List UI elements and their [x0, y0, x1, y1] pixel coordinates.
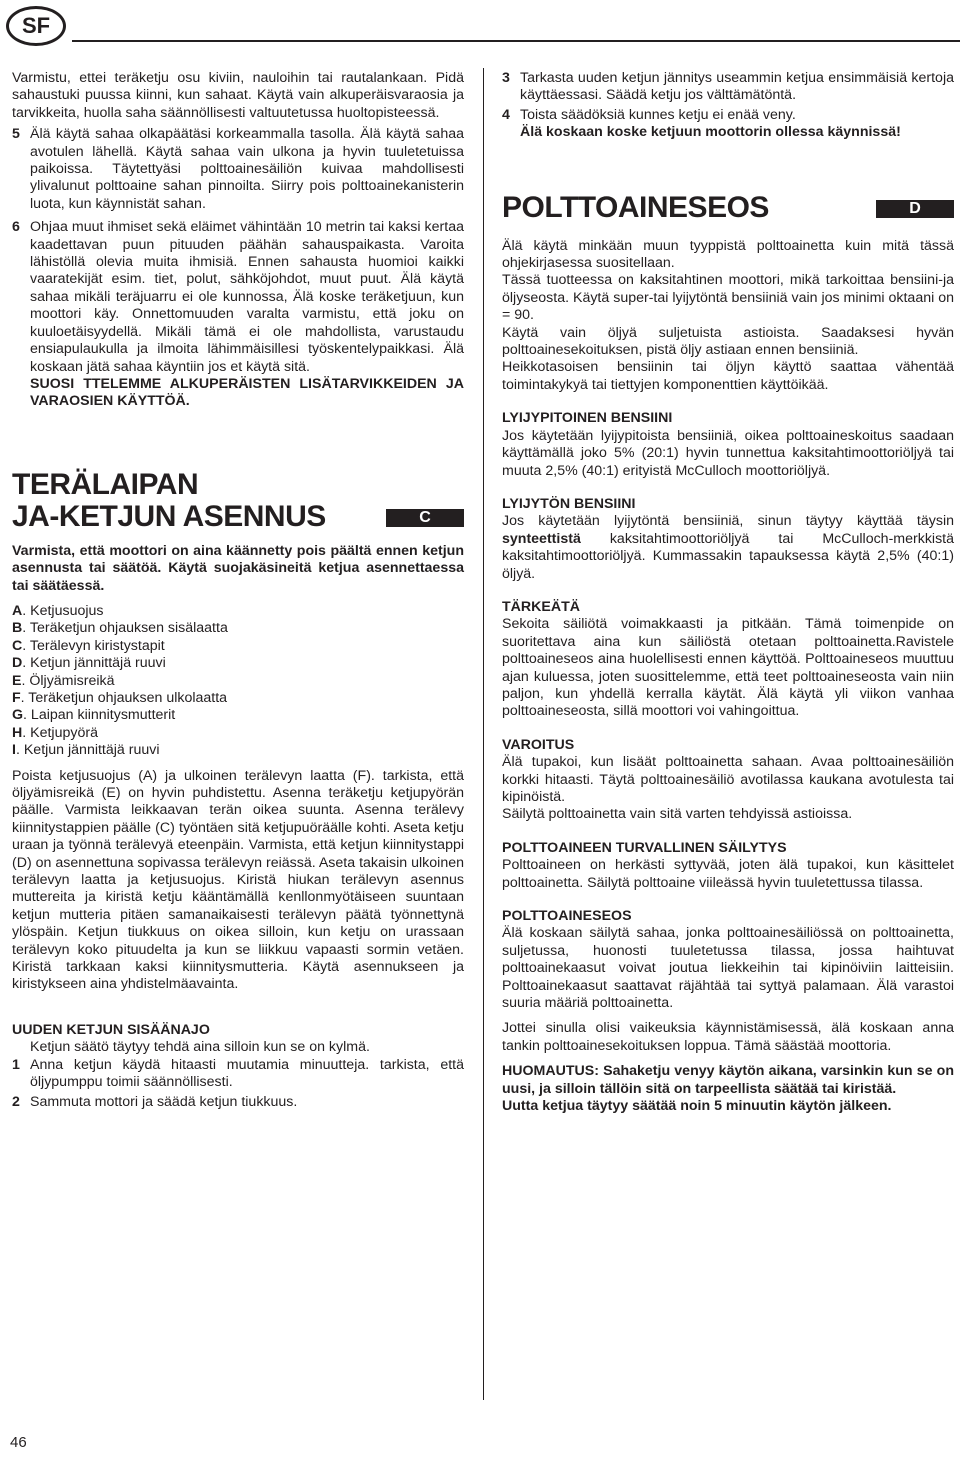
list-item: H. Ketjupyörä	[12, 724, 98, 741]
section-title-line-2: JA-KETJUN ASENNUS	[12, 499, 326, 533]
step-text: Anna ketjun käydä hitaasti muutamia minuutteja. tarkista, että öljypumppu toimii säännöllisesti.	[30, 1056, 464, 1091]
step-4-bold-text: Älä koskaan koske ketjuun moottorin ollessa käynnissä!	[520, 124, 901, 141]
step-number: 2	[12, 1093, 20, 1110]
list-item: F. Teräketjun ohjauksen ulkolaatta	[12, 689, 228, 706]
storage-heading: POLTTOAINEEN TURVALLINEN SÄILYTYS	[502, 839, 787, 856]
language-badge	[6, 6, 66, 46]
new-chain-intro: Ketjun säätö täytyy tehdä aina silloin kun se on kylmä.	[30, 1039, 370, 1056]
warning-heading: VAROITUS	[502, 736, 575, 753]
note-paragraph-2: Uutta ketjua täytyy säätää noin 5 minuutin käytön jälkeen.	[502, 1098, 892, 1115]
intro-paragraph: Varmistu, ettei teräketju osu kiviin, nauloihin tai rautalankaan. Pidä sahaustuki puussa kiinni, kun sahaat. Käytä vain alkuperäisvaraosia ja tarvikkeita, huolla saha säännöllisesti valtuutetussa huoltopisteessä.	[12, 70, 464, 121]
storage-text: Polttoaineen on herkästi syttyvää, joten älä tupakoi, kun käsittelet polttoainetta. Säilytä polttoaine viileässä hyvin tuuletettussa tilassa.	[502, 857, 954, 891]
step-4	[502, 107, 954, 142]
item-6-bold-text: SUOSI TTELEMME ALKUPERÄISTEN LISÄTARVIKKEIDEN JA VARAOSIEN KÄYTTÖÄ.	[30, 375, 464, 410]
left-column	[12, 70, 464, 1117]
list-item: I. Ketjun jännittäjä ruuvi	[12, 742, 160, 759]
step-3	[502, 70, 954, 105]
column-divider	[483, 68, 484, 1400]
fuel-paragraph-3: Käytä vain öljyä suljetuista astioista. Saadaksesi hyvän polttoainesekoituksen, pistä öljy astiaan ennen bensiiniä.	[502, 324, 954, 359]
item-number: 5	[12, 126, 20, 143]
leaded-text: Jos käytetään lyijypitoista bensiiniä, oikea polttoaineskoitus saadaan käyttämällä joko 5% (20:1) hyvin tunnettua kaksitahtimoottoriöljyä tai muuta 2,5% (40:1) erityistä McCulloch moottoriöljyä.	[502, 427, 954, 479]
page-number: 46	[10, 1434, 27, 1451]
assembly-instructions: Poista ketjusuojus (A) ja ulkoinen terälevyn laatta (F). tarkista, että öljyämisreikä (E) on hyvin puhdistettu. Asenna teräketju ketjupyörän päälle. Varmista leikkaavan terän oikea suunta. Asenna terälevy kiinnitystappien päälle (C) työntäen sitä ketjupuöräälle kohti. Aseta ketju uraan ja työnnä terälevyä eteenpäin. Varmista, että ketjun kiinnitystappi (D) on asennettuna sopivassa terälevyn reiässä. Aseta takaisin ulkoinen terälevyn laatta ja ketjusuojus. Kiristä hiukan terälevyn asennus muttereita ja kiristä ketju kääntämällä kenllonmyötäiseen suuntaan ketjun mutteria pitäen samanaikaisesti terälevyn päätä työnnettynä ylöspäin. Ketjun tiukkuus on oikea silloin, kun ketju on urassaan terälevyn koko pituudelta ja kun se liikkuu vapaasti sormin vetäen. Kiristä tarkkaan kaksi kiinnitysmutteria. Käytä asennukseen ja kiristykseen aina yhdistelmäavainta.	[12, 767, 464, 993]
fuel-paragraph-1: Älä käytä minkään muun tyyppistä polttoainetta kuin mitä tässä ohjekirjasessa suositellaan.	[502, 237, 954, 272]
new-chain-step-1	[12, 1057, 464, 1092]
safety-item-5	[12, 126, 464, 213]
item-number: 6	[12, 219, 20, 236]
leaded-heading: LYIJYPITOINEN BENSIINI	[502, 410, 673, 427]
step-number: 1	[12, 1056, 20, 1073]
important-heading: TÄRKEÄTÄ	[502, 598, 581, 615]
step-number: 4	[502, 106, 510, 123]
list-item: E. Öljyämisreikä	[12, 672, 115, 689]
step-text	[520, 107, 954, 142]
item-6-text: Ohjaa muut ihmiset sekä eläimet vähintään 10 metrin tai kaksi kertaa kaadettavan puun pituuden päähän sahauspaikasta. Varoita lähistöllä olevia muita ihmisiä. Ennen sahausta huomioi kaikki vaaratekijät esim. tiet, polut, sähköjohdot, muut puut. Älä käytä sahaa mikäli teräjuarru ei ole kunnossa, Älä koske teräketjuun, kun moottori käy. Onnettomuuden varalta varmistu, että joku on kuuloetäisyydellä. Mikäli tämä ei ole mahdollista, varustaudu ensiapulaukulla ja ilmoita lähimmäisillesi työskentelypaikkasi. Älä koskaan jätä sahaa käyntiin jos et käytä sitä.	[30, 219, 464, 375]
list-item: A. Ketjusuojus	[12, 602, 104, 619]
assembly-warning: Varmista, että moottori on aina käännetty pois päältä ennen ketjun asennusta tai säätöä. Käytä suojakäsineitä ketjua asennettaessa tai säätäessä.	[12, 542, 464, 594]
section-title: POLTTOAINESEOS	[502, 190, 769, 224]
step-text: Tarkasta uuden ketjun jännitys useammin ketjua ensimmäisiä kertoja käyttäessasi. Säädä ketju jos välttämätöntä.	[520, 70, 954, 104]
list-item: D. Ketjun jännittäjä ruuvi	[12, 655, 166, 672]
section-badge: C	[386, 509, 464, 527]
unleaded-text: Jos käytetään lyijytöntä bensiiniä, sinun täytyy käyttää täysin synteettistä kaksitahtimoottoriöljyä tai McCulloch-merkkistä kaksitahtimoottoriöljyä. Kummassakin tapauksessa käytä 2,5% (40:1) öljyä.	[502, 513, 954, 582]
step-4-text: Toista säädöksiä kunnes ketju ei enää veny.	[520, 106, 796, 123]
list-item: C. Terälevyn kiristystapit	[12, 637, 165, 654]
safety-item-6	[12, 219, 464, 410]
section-heading-d	[502, 192, 954, 224]
mix-heading: POLTTOAINESEOS	[502, 908, 632, 925]
fuel-paragraph-4: Heikkotasoisen bensiinin tai öljyn käyttö saattaa vähentää toimintakykyä tai tiettyjen komponenttien käyttöikää.	[502, 359, 954, 393]
warning-paragraph-2: Säilytä polttoainetta vain sitä varten tehdyissä astioissa.	[502, 806, 853, 823]
new-chain-heading: UUDEN KETJUN SISÄÄNAJO	[12, 1021, 210, 1038]
list-item: B. Teräketjun ohjauksen sisälaatta	[12, 620, 228, 637]
step-number: 3	[502, 70, 510, 86]
header-rule	[72, 40, 960, 42]
note-paragraph: HUOMAUTUS: Sahaketju venyy käytön aikana, varsinkin kun se on uusi, ja silloin tällöin sitä on tarpeellista säätää tai kiristää.	[502, 1063, 954, 1097]
item-text	[30, 219, 464, 410]
warning-paragraph-1: Älä tupakoi, kun lisäät polttoainetta sahaan. Avaa polttoainesäiliön korkki hitaasti. Täytä polttoainesäiliö avotilassa kaukana avotulesta tai kipinöistä.	[502, 754, 954, 805]
list-item: G. Laipan kiinnitysmutterit	[12, 707, 176, 724]
section-title-line-1: TERÄLAIPAN	[12, 467, 199, 501]
section-heading-c	[12, 469, 464, 533]
mix-paragraph-2: Jottei sinulla olisi vaikeuksia käynnistämisessä, älä koskaan anna tankin polttoainesekoituksen loppua. Tämä säästää moottoria.	[502, 1020, 954, 1054]
item-text: Älä käytä sahaa olkapäätäsi korkeammalla tasolla. Älä käytä sahaa avotulen lähellä. Käytä sahaa vain ulkona ja hyvin tuuletetuissa paikoissa. Täytettyäsi polttoainesäiliön kuivaa mahdollisesti ylivalunut polttoaine sahan pinnoilta. Siirry pois polttoainekanisterin luota, kun käynnistät sahan.	[30, 126, 464, 212]
new-chain-step-2	[12, 1094, 464, 1111]
section-badge: D	[876, 200, 954, 218]
right-column	[502, 70, 954, 1116]
unleaded-heading: LYIJYTÖN BENSIINI	[502, 495, 636, 512]
parts-list	[12, 603, 464, 760]
fuel-paragraph-2: Tässä tuotteessa on kaksitahtinen moottori, mikä tarkoittaa bensiini-ja öljyseosta. Käytä super-tai lyijytöntä bensiiniä vain jos minimi oktaani on = 90.	[502, 272, 954, 324]
language-badge-label: SF	[21, 13, 51, 38]
mix-paragraph-1: Älä koskaan säilytä sahaa, jonka polttoainesäiliössä on polttoainetta, suljetussa, huonosti tuuletetussa tilassa, jossa haihtuvat polttoainekaasut voivat joutua liekkeihin tai kipinöiviin laitteisiin. Polttoainekaasut saattavat räjähtää tai syttyä palamaan. Älä varastoi suuria määriä polttoainetta.	[502, 925, 954, 1012]
important-text: Sekoita säiliötä voimakkaasti ja pitkään. Tämä toimenpide on suoritettava aina kun säiliöstä otetaan polttoainetta.Ravistele polttoaineseos aina huolellisesti ennen käyttöä. Polttoaineseos muuttuu ajan kuluessa, joten suosittelemme, että teet polttoaineseosta vain niin paljon, kun yhdellä kerralla käytät. Älä käytä yli viikon vanhaa polttoaineseosta, sillä moottori voi vahingoittua.	[502, 616, 954, 720]
step-text: Sammuta mottori ja säädä ketjun tiukkuus.	[30, 1093, 298, 1110]
